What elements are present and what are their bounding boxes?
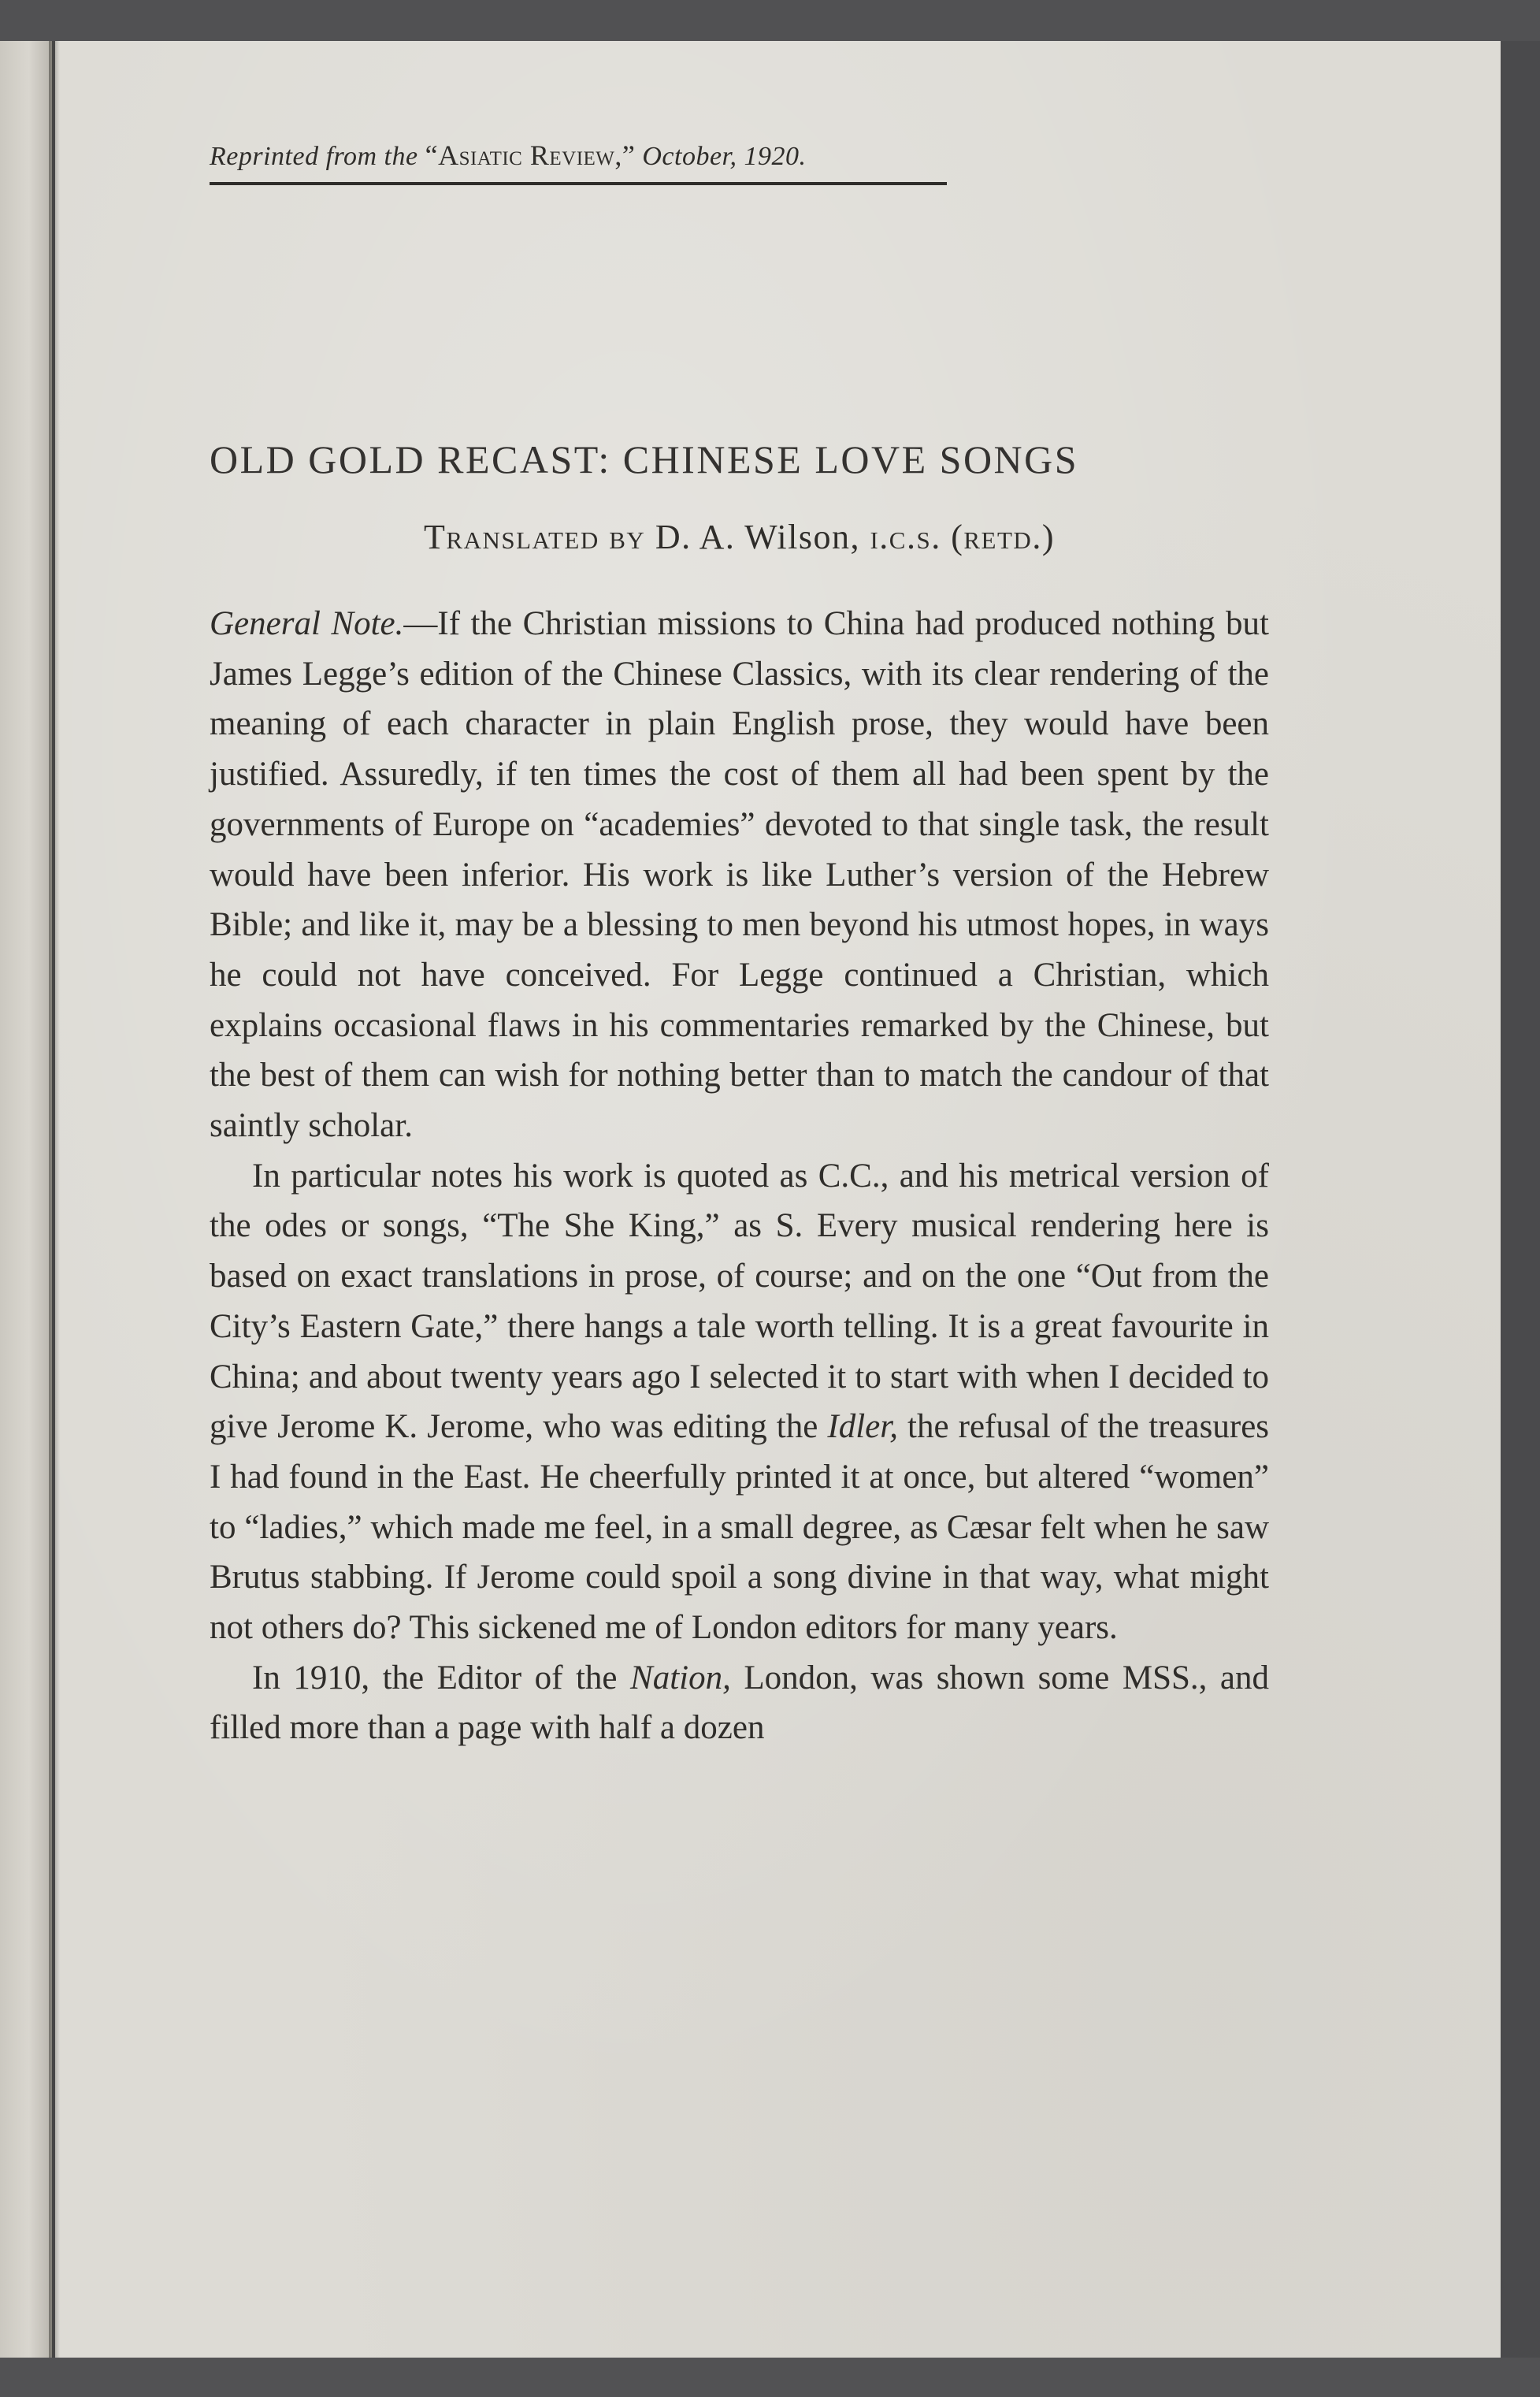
scan-background-right bbox=[1501, 41, 1540, 2362]
article-title: OLD GOLD RECAST: CHINESE LOVE SONGS bbox=[210, 437, 1079, 481]
paragraph-general-note bbox=[210, 599, 1269, 1151]
article-body bbox=[210, 599, 1269, 1753]
italic-title-nation: Nation, bbox=[630, 1659, 731, 1696]
paragraph-text: In particular notes his work is quoted as C.C., and his metrical version of the odes or songs, “The She King,” as S. Every musical rendering here is based on exact translations in prose, of course; and on the one “Out from the City’s Eastern Gate,” there hangs a tale worth telling. It is a great favourite in China; and about twenty years ago I selected it to start with when I decided to give Jerome K. Jerome, who was editing the bbox=[210, 1157, 1269, 1446]
paragraph-text: —If the Christian missions to China had produced nothing but James Legge’s edition of the Chinese Classics, with its clear rendering of the meaning of each character in plain English prose, they would have been justified. Assuredly, if ten times the cost of them all had been spent by the governments of Europe on “academies” devoted to that single task, the result would have been inferior. His work is like Luther’s version of the Hebrew Bible; and like it, may be a blessing to men beyond his utmost hopes, in ways he could not have conceived. For Legge continued a Christian, which explains occasional flaws in his commentaries remarked by the Chinese, but the best of them can wish for nothing better than to match the candour of that saintly scholar. bbox=[210, 605, 1269, 1145]
reprint-prefix: Reprinted from the bbox=[210, 142, 418, 171]
gutter-shadow bbox=[49, 41, 60, 2362]
scan-background-top bbox=[0, 0, 1540, 41]
reprint-journal: “Asiatic Review,” bbox=[425, 139, 636, 171]
paragraph-text: London, was shown some MSS., and filled more than a page with half a dozen bbox=[210, 1659, 1270, 1747]
byline-suffix: i.c.s. (retd.) bbox=[870, 518, 1055, 556]
paragraph-lead: General Note. bbox=[210, 605, 404, 642]
byline-prefix: Translated by bbox=[424, 518, 646, 556]
facing-page-edge bbox=[0, 41, 52, 2362]
reprint-notice bbox=[210, 138, 947, 185]
reprint-date: October, 1920. bbox=[642, 142, 807, 171]
scan-background-bottom bbox=[0, 2358, 1540, 2397]
paragraph-text: the refusal of the treasures I had found in the East. He cheerfully printed it at once, but altered “women” to “ladies,” which made me feel, in a small degree, as Cæsar felt when he saw Brutus stabbing. If Jerome could spoil a song divine in that way, what might not others do? This sickened me of London editors for many years. bbox=[210, 1408, 1270, 1647]
italic-title-idler: Idler, bbox=[827, 1408, 898, 1446]
paragraph-text: In 1910, the Editor of the bbox=[252, 1659, 618, 1696]
paragraph-1910 bbox=[210, 1653, 1269, 1753]
paragraph-notes bbox=[210, 1151, 1269, 1653]
article-byline bbox=[210, 512, 1269, 563]
byline-author: D. A. Wilson, bbox=[655, 518, 860, 556]
